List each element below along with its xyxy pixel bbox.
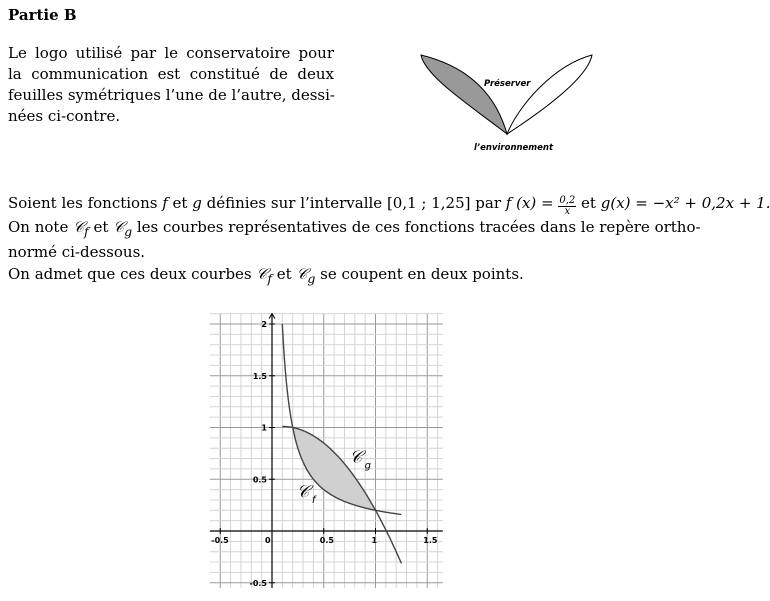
logo-figure: [410, 48, 610, 158]
curve-cf: [256, 265, 272, 286]
curve-label-cf-sub: f: [311, 494, 316, 506]
curve-cg: [113, 218, 133, 239]
x-tick-label: 1.5: [423, 536, 438, 545]
y-tick-label: -0.5: [249, 578, 267, 588]
fraction: [558, 196, 576, 217]
text: Soient les fonctions: [8, 194, 163, 212]
intro-paragraph: [8, 43, 334, 127]
text: les courbes représentatives de ces fonctions tracées dans le repère ortho-: [132, 218, 701, 236]
intersection-paragraph: [8, 264, 720, 289]
text: et: [576, 194, 601, 212]
curve-sub: g: [307, 271, 316, 286]
fraction-denominator: x: [564, 206, 571, 217]
text: On admet que ces deux courbes: [8, 265, 257, 283]
g-of-x: g(x) = −x² + 0,2x + 1.: [600, 194, 770, 212]
y-tick-label: 0.5: [252, 475, 267, 485]
interval: [0,1 ; 1,25]: [386, 194, 471, 212]
intro-line: nées ci-contre.: [8, 107, 121, 125]
text: et: [167, 194, 193, 212]
curve-label-cf: 𝒞: [296, 481, 310, 502]
text: par: [470, 194, 506, 212]
curve-cg: [296, 265, 316, 286]
curve-sub: f: [84, 224, 89, 239]
intro-line: la communication est constitué de deux: [8, 65, 334, 83]
curve-sub: g: [124, 224, 133, 239]
functions-line-1: [8, 193, 770, 217]
intro-line: Le logo utilisé par le conservatoire pour: [8, 44, 334, 62]
text: et: [271, 265, 297, 283]
text: et: [88, 218, 114, 236]
intro-line: feuilles symétriques l’une de l’autre, dessi-: [8, 86, 335, 104]
var-g: g: [192, 194, 202, 212]
x-tick-label: 0: [265, 536, 271, 545]
var-f: f: [162, 194, 168, 212]
curve-sub: f: [267, 271, 272, 286]
y-tick-label: 1: [261, 423, 267, 433]
curve-symbol: 𝒞: [113, 218, 125, 236]
function-plot: [200, 312, 450, 592]
f-of-x: f (x) =: [505, 194, 559, 212]
y-tick-label: 2: [261, 320, 267, 329]
curve-cf: [73, 218, 89, 239]
text: On note: [8, 218, 74, 236]
logo-bottom-text: l’environnement: [474, 143, 554, 153]
x-tick-label: -0.5: [211, 536, 229, 545]
functions-line-3: normé ci-dessous.: [8, 243, 146, 261]
text: se coupent en deux points.: [315, 265, 524, 283]
functions-line-2: [8, 217, 720, 242]
section-heading: Partie B: [8, 6, 77, 24]
curve-symbol: 𝒞: [256, 265, 268, 283]
text: définies sur l’intervalle: [201, 194, 387, 212]
curve-symbol: 𝒞: [296, 265, 308, 283]
functions-paragraph: [8, 193, 770, 263]
curve-symbol: 𝒞: [73, 218, 85, 236]
curve-label-cg: 𝒞: [349, 447, 363, 468]
curve-label-cg-sub: g: [364, 460, 371, 472]
x-tick-label: 1: [371, 536, 378, 545]
fraction-numerator: 0,2: [559, 195, 576, 206]
right-leaf: [507, 55, 592, 134]
logo-top-text: Préserver: [484, 79, 531, 89]
left-leaf: [421, 55, 507, 134]
x-tick-label: 0.5: [319, 536, 334, 545]
y-tick-label: 1.5: [252, 371, 267, 381]
